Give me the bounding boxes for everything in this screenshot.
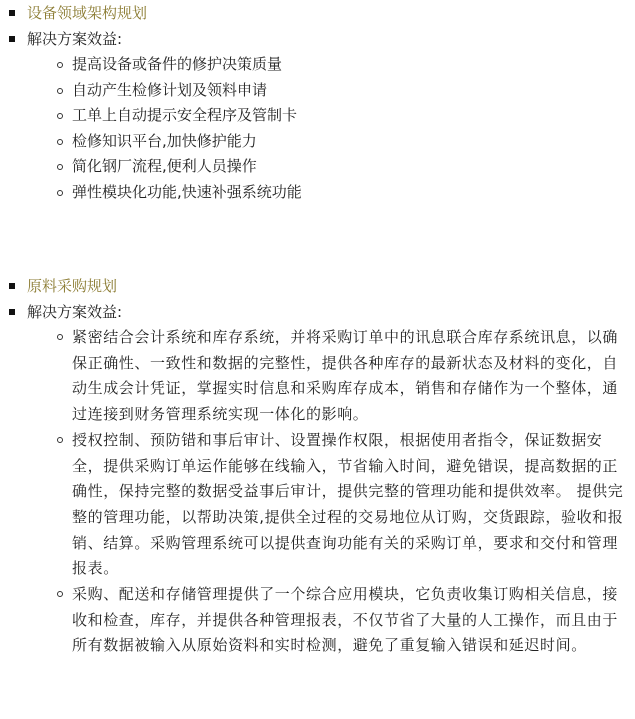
paragraph-item: [0, 428, 625, 582]
list-item-text: 提高设备或备件的修护决策质量: [72, 55, 283, 73]
list-item: [0, 129, 635, 155]
section-title-row: [0, 1, 635, 26]
section-title-row: [0, 274, 635, 299]
paragraph-text: 紧密结合会计系统和库存系统，并将采购订单中的讯息联合库存系统讯息，以确保正确性、一致性和数据的完整性，提供各种库存的最新状态及材料的变化，自动生成会计凭证，掌握实时信息和采购库存成本，销售和存储作为一个整体，通过连接到财务管理系统实现一体化的影响。: [72, 328, 619, 424]
list-item-text: 工单上自动提示安全程序及管制卡: [72, 106, 298, 125]
benefit-label-row: [0, 27, 635, 52]
square-bullet-icon: [9, 10, 15, 16]
circle-bullet-icon: [57, 437, 63, 443]
section-title: 设备领域架构规划: [27, 4, 148, 22]
section-title: 原料采购规划: [27, 277, 118, 295]
section-equipment: [0, 1, 635, 206]
list-item: [0, 52, 635, 78]
circle-bullet-icon: [57, 190, 63, 196]
circle-bullet-icon: [57, 88, 63, 94]
square-bullet-icon: [9, 309, 15, 315]
square-bullet-icon: [9, 36, 15, 42]
paragraph-text: 授权控制、预防错和事后审计、设置操作权限，根据使用者指令，保证数据安全，提供采购订单运作能够在线输入，节省输入时间，避免错误，提高数据的正确性，保持完整的数据受益事后审计，提供完整的管理功能和提供效率。 提供完整的管理功能，以帮助决策,提供全过程的交易地位从订购，交货跟踪，验收和报销、结算。采购管理系统可以提供查询功能有关的采购订单，要求和交付和管理报表。: [72, 430, 624, 578]
list-item-text: 简化钢厂流程,便利人员操作: [72, 157, 257, 176]
circle-bullet-icon: [57, 139, 63, 145]
paragraph-item: [0, 325, 625, 428]
circle-bullet-icon: [57, 164, 63, 170]
square-bullet-icon: [9, 283, 15, 289]
section-procurement: [0, 274, 635, 659]
benefit-paragraph-list: [0, 325, 635, 659]
list-item: [0, 154, 635, 180]
paragraph-item: [0, 582, 625, 659]
paragraph-text: 采购、配送和存储管理提供了一个综合应用模块，它负责收集订购相关信息，接收和检查，库存，并提供各种管理报表，不仅节省了大量的人工操作，而且由于所有数据被输入从原始资料和实时检测，避免了重复输入错误和延迟时间。: [72, 585, 619, 655]
list-item: [0, 180, 635, 206]
list-item-text: 弹性模块化功能,快速补强系统功能: [72, 182, 302, 201]
benefit-label: 解决方案效益:: [27, 30, 123, 48]
circle-bullet-icon: [57, 334, 63, 340]
circle-bullet-icon: [57, 62, 63, 68]
list-item-text: 检修知识平台,加快修护能力: [72, 131, 257, 150]
list-item: [0, 78, 635, 104]
circle-bullet-icon: [57, 113, 63, 119]
benefit-list: [0, 52, 635, 206]
benefit-label: 解决方案效益:: [27, 303, 123, 321]
circle-bullet-icon: [57, 591, 63, 597]
list-item-text: 自动产生检修计划及领料申请: [72, 80, 268, 99]
benefit-label-row: [0, 300, 635, 325]
list-item: [0, 103, 635, 129]
